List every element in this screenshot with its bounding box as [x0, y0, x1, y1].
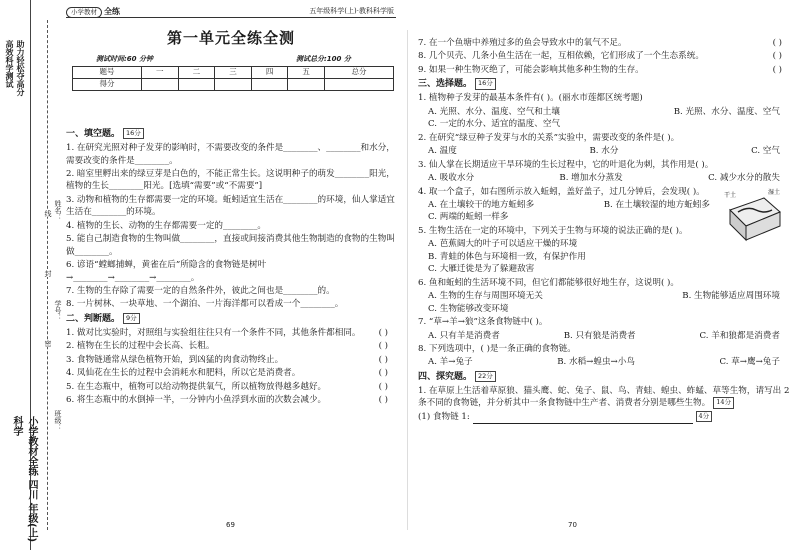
judge-question	[418, 37, 790, 49]
left-content	[66, 126, 396, 408]
worm-box-figure	[724, 188, 784, 246]
choice-options	[418, 251, 790, 263]
score-table-row	[73, 78, 394, 90]
choice-option[interactable]: A. 在土壤较干的地方蚯蚓多	[428, 200, 535, 211]
choice-options	[418, 106, 790, 118]
fill-question: 7. 生物的生存除了需要一定的自然条件外，彼此之间也是________的。	[66, 286, 335, 297]
choice-question: 4. 取一个盒子，如右图所示放入蚯蚓，盖好盖子，过几分钟后，会发现( )。	[418, 186, 705, 197]
page-number-right: 70	[568, 520, 577, 529]
choice-options	[418, 199, 720, 211]
score-header-cell: 三	[215, 67, 252, 79]
score-header-cell: 一	[141, 67, 178, 79]
figure-label-dry: 干土	[724, 192, 737, 199]
choice-options	[418, 356, 790, 368]
choice-option[interactable]: B. 水稻→蝗虫→小鸟	[557, 357, 635, 368]
answer-paren[interactable]: ( )	[378, 341, 388, 352]
points-badge: 4分	[696, 411, 713, 422]
choice-option[interactable]: A. 只有羊是消费者	[428, 330, 500, 341]
judge-question	[66, 367, 396, 379]
choice-option[interactable]: C. 两端的蚯蚓一样多	[428, 212, 509, 223]
score-cell[interactable]	[141, 78, 178, 90]
score-cell[interactable]	[215, 78, 252, 90]
test-total: 测试总分:100 分	[296, 55, 351, 63]
choice-question: 8. 下列选项中，( )是一条正确的食物链。	[418, 344, 576, 355]
score-cell[interactable]	[178, 78, 215, 90]
promo-text-2: 助力轻松夺高分	[16, 40, 25, 96]
section-title: 一、填空题。	[66, 129, 121, 139]
judge-question	[418, 50, 790, 62]
choice-options	[418, 330, 790, 342]
number-field: 学号：	[54, 300, 62, 321]
choice-option[interactable]: A. 生物的生存与周围环境无关	[428, 291, 543, 302]
right-page	[418, 0, 790, 550]
page-gutter	[407, 30, 408, 530]
choice-question: 7. “草→羊→狼”这条食物链中( )。	[418, 317, 548, 328]
class-field: 班级：	[54, 410, 62, 431]
choice-option[interactable]: C. 空气	[751, 146, 780, 157]
judge-text: 2. 植物在生长的过程中会长高、长粗。	[66, 341, 215, 352]
fill-question: 6. 谚语“螳螂捕蝉，黄雀在后”所隐含的食物链是树叶→________→________→________。	[66, 260, 267, 283]
fill-question: 2. 暗室里孵出来的绿豆芽是白色的，不能正常生长。这说明种子的萌发________阳光，植物的生长________阳光。[选填“需要”或“不需要”]	[66, 168, 395, 192]
choice-question: 3. 仙人掌在长期适应干旱环境的生长过程中，它的叶退化为刺，其作用是( )。	[418, 159, 714, 170]
choice-options	[418, 118, 790, 130]
choice-option[interactable]: B. 在土壤较湿的地方蚯蚓多	[603, 200, 710, 211]
choice-option[interactable]: B. 生物能够适应周围环境	[682, 291, 780, 302]
judge-text: 4. 凤仙花在生长的过程中会消耗水和肥料，所以它是消费者。	[66, 368, 301, 379]
choice-option[interactable]: C. 生物能够改变环境	[428, 303, 509, 314]
fill-question: 3. 动物和植物的生存都需要一定的环境。蚯蚓适宜生活在________的环境，仙人掌适宜生活在________的环境。	[66, 194, 395, 218]
score-cell[interactable]	[324, 78, 393, 90]
figure-label-wet: 湿土	[768, 189, 781, 196]
logo-text: 全练	[104, 7, 120, 16]
answer-paren[interactable]: ( )	[378, 368, 388, 379]
choice-question: 6. 鱼和蚯蚓的生活环境不同，但它们都能够很好地生存，这说明( )。	[418, 277, 679, 288]
section-fill-title	[66, 128, 396, 141]
answer-paren[interactable]: ( )	[378, 395, 388, 406]
score-cell[interactable]	[251, 78, 288, 90]
section-choice-title	[418, 78, 790, 91]
score-header-cell: 总分	[324, 67, 393, 79]
score-table	[72, 66, 394, 91]
answer-paren[interactable]: ( )	[378, 381, 388, 392]
answer-paren[interactable]: ( )	[378, 327, 388, 338]
cut-mark-1: 线	[44, 210, 52, 217]
section-title: 二、判断题。	[66, 313, 121, 324]
judge-text: 9. 如果一种生物灭绝了，可能会影响其他多种生物的生存。	[418, 64, 644, 75]
answer-line[interactable]	[473, 411, 693, 424]
food-chain-row	[418, 411, 790, 424]
binding-strip	[0, 0, 37, 550]
choice-option[interactable]: A. 芭蕉阔大的叶子可以适应干燥的环境	[428, 239, 578, 250]
answer-paren[interactable]: ( )	[772, 38, 782, 48]
explore-question	[418, 385, 790, 410]
choice-option[interactable]: A. 温度	[428, 146, 457, 157]
answer-paren[interactable]: ( )	[772, 51, 782, 62]
brand-text: 小学教材全练 四川 年级(上) 科学	[11, 416, 37, 543]
judge-question	[418, 64, 790, 76]
section-explore-title	[418, 371, 790, 384]
choice-option[interactable]: C. 大雁迁徙是为了躲避敌害	[428, 264, 535, 275]
choice-question: 2. 在研究“绿豆种子发芽与水的关系”实验中，需要改变的条件是( )。	[418, 132, 680, 143]
points-badge: 16分	[123, 128, 144, 139]
left-page	[66, 0, 402, 550]
points-badge: 14分	[713, 397, 734, 408]
section-judge-title	[66, 313, 396, 326]
logo-badge: 小学教材	[66, 7, 102, 18]
judge-text: 1. 做对比实验时，对照组与实验组往往只有一个条件不同，其他条件都相同。	[66, 327, 361, 338]
judge-text: 7. 在一个鱼塘中养殖过多的鱼会导致水中的氧气不足。	[418, 38, 627, 48]
score-header-cell: 题号	[73, 67, 142, 79]
choice-option[interactable]: B. 水分	[589, 146, 619, 157]
judge-text: 3. 食物链通常从绿色植物开始，到凶猛的肉食动物终止。	[66, 354, 284, 365]
explore-text: 1. 在草原上生活着草原狼、猫头鹰、蛇、兔子、鼠、鸟、青蛙、蝗虫、蚱蜢、草等生物，请写出 2 条不同的食物链，并分析其中一条食物链中生产者、消费者分别是哪些生物。	[418, 385, 790, 409]
points-badge: 22分	[475, 371, 496, 382]
choice-options	[418, 172, 790, 184]
choice-option[interactable]: B. 只有狼是消费者	[563, 330, 636, 341]
fill-question: 8. 一片树林、一块草地、一个湖泊、一片海洋都可以看成一个________。	[66, 299, 344, 310]
judge-text: 8. 几个贝壳、几条小鱼生活在一起，互相依赖，它们形成了一个生态系统。	[418, 51, 704, 62]
score-header-cell: 五	[288, 67, 325, 79]
grade-label: 五年级科学(上)·教科科学版	[309, 7, 394, 15]
choice-question: 1. 植物种子发芽的最基本条件有( )。(丽水市莲都区统考题)	[418, 93, 643, 104]
choice-options	[418, 145, 790, 157]
cut-mark-2: 封	[44, 270, 52, 277]
judge-question	[66, 394, 396, 406]
choice-option[interactable]: C. 减少水分的散失	[708, 173, 780, 184]
food-chain-label: (1) 食物链 1:	[418, 411, 470, 422]
page-title: 第一单元全练全测	[166, 29, 295, 47]
header-rule	[66, 17, 396, 18]
score-header-cell: 二	[178, 67, 215, 79]
student-info-strip	[33, 0, 63, 550]
answer-paren[interactable]: ( )	[772, 64, 782, 75]
answer-paren[interactable]: ( )	[378, 354, 388, 365]
choice-option[interactable]: B. 增加水分蒸发	[559, 173, 623, 184]
judge-question	[66, 354, 396, 366]
choice-options	[418, 303, 790, 315]
judge-question	[66, 340, 396, 352]
fill-question: 4. 植物的生长、动物的生存都需要一定的________。	[66, 220, 266, 231]
fill-question: 5. 能自己制造食物的生物叫做________，直接或间接消费其他生物制造的食物的生物叫做________。	[66, 234, 395, 257]
choice-option[interactable]: C. 一定的水分、适宜的温度、空气	[428, 119, 561, 130]
judge-question	[66, 327, 396, 339]
judge-text: 6. 将生态瓶中的水倒掉一半，一分钟内小鱼浮到水面的次数会减少。	[66, 395, 327, 406]
choice-question: 5. 生物生活在一定的环境中，下列关于生物与环境的说法正确的是( )。	[418, 225, 688, 236]
choice-option[interactable]: A. 羊→兔子	[428, 357, 473, 368]
score-row-label: 得分	[73, 78, 142, 90]
choice-option[interactable]: A. 光照、水分、温度、空气和土壤	[428, 106, 560, 117]
promo-text-1: 高效科学测试	[5, 40, 14, 88]
score-header-cell: 四	[251, 67, 288, 79]
page-number-left: 69	[226, 520, 235, 529]
section-title: 四、探究题。	[418, 371, 473, 382]
choice-option[interactable]: C. 草→鹰→兔子	[719, 357, 780, 368]
section-title: 三、选择题。	[418, 79, 473, 90]
choice-option[interactable]: C. 羊和狼都是消费者	[699, 330, 780, 341]
choice-options	[418, 263, 790, 275]
name-field: 姓名：	[54, 200, 62, 221]
fill-question: 1. 在研究光照对种子发芽的影响时，不需要改变的条件是________、________和水分，需要改变的条件是________。	[66, 143, 395, 166]
choice-options	[418, 290, 790, 302]
choice-option[interactable]: B. 光照、水分、温度、空气	[673, 106, 780, 117]
judge-text: 5. 在生态瓶中，植物可以给动物提供氧气，所以植物放得越多越好。	[66, 381, 327, 392]
points-badge: 9分	[123, 313, 140, 324]
score-table-header	[73, 67, 394, 79]
choice-option[interactable]: B. 青蛙的体色与环境相一致，有保护作用	[428, 251, 586, 262]
test-time: 测试时间:60 分钟	[96, 55, 153, 63]
cut-mark-3: 密	[44, 340, 52, 347]
judge-question	[66, 381, 396, 393]
score-cell[interactable]	[288, 78, 325, 90]
choice-option[interactable]: A. 吸收水分	[428, 173, 475, 184]
points-badge: 16分	[475, 78, 496, 89]
